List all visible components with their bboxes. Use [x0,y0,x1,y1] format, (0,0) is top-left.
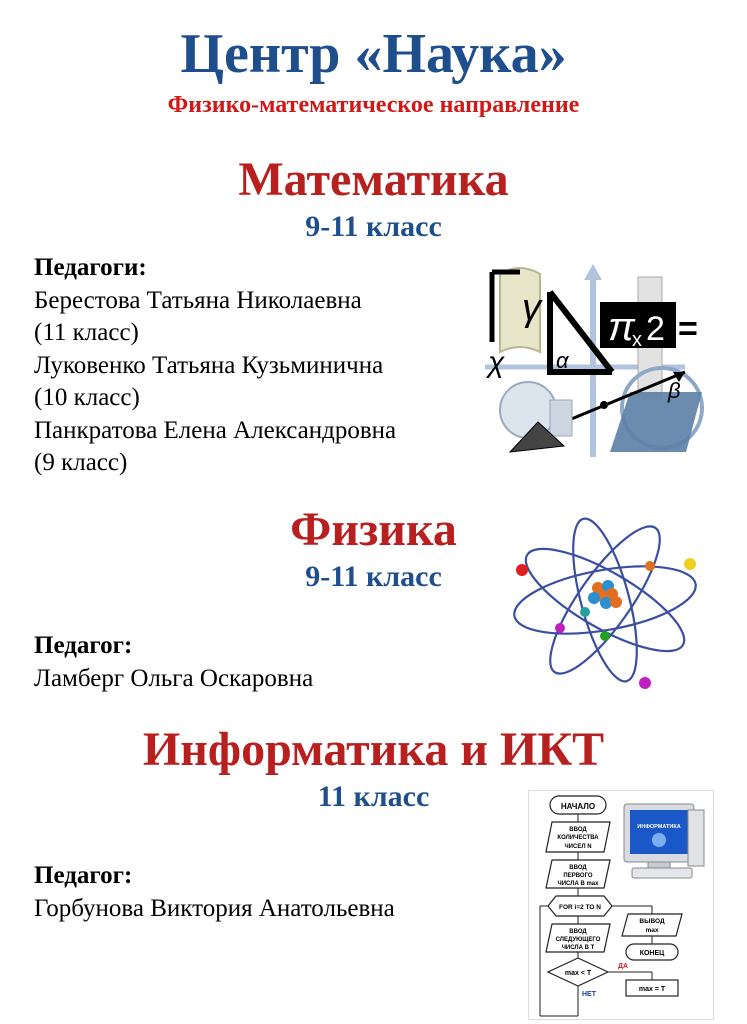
teacher-line: (9 класс) [34,449,128,476]
flow-input-count-2: КОЛИЧЕСТВА [557,835,599,841]
flow-input-count-1: ВВОД [569,827,587,833]
flow-input-first-3: ЧИСЛА В max [557,881,599,887]
teacher-informatics [34,860,395,925]
flow-assign: max = T [638,986,666,993]
teacher-line: Панкратова Елена Александровна [34,416,397,444]
section-title-physics: Физика [290,503,457,556]
chi-symbol: χ [488,346,505,379]
grade-physics: 9-11 класс [305,560,442,593]
teacher-line: Берестова Татьяна Николаевна [34,286,362,314]
section-title-informatics: Информатика и ИКТ [142,723,605,776]
flow-input-next-3: ЧИСЛА В T [561,945,595,951]
alpha-symbol: α [556,348,569,373]
teacher-line: Луковенко Татьяна Кузьминична [34,351,384,379]
page-title: Центр «Наука» [180,23,567,85]
page-subtitle: Физико-математическое направление [167,92,580,118]
screen-word: ИНФОРМАТИКА [637,824,681,830]
flow-yes: ДА [618,963,629,970]
pi-symbol: π [608,305,635,349]
beta-symbol: β [668,378,681,403]
flow-output-1: ВЫВОД [639,918,665,925]
gamma-symbol: γ [522,287,541,329]
flow-condition: max < T [564,970,592,977]
two-symbol: 2 [646,310,665,348]
teacher-line: (10 класс) [34,384,140,411]
section-title-math: Математика [238,153,509,206]
grade-math: 9-11 класс [305,210,442,243]
teacher-line: (11 класс) [34,319,139,346]
flow-loop: FOR i=2 TO N [559,904,601,911]
teacher-line: Ламберг Ольга Оскаровна [34,664,314,692]
teachers-label: Педагоги: [34,254,147,281]
flow-input-first-2: ПЕРВОГО [563,873,593,879]
teacher-line: Горбунова Виктория Анатольевна [34,894,395,922]
flow-input-next-2: СЛЕДУЮЩЕГО [555,937,601,943]
grade-informatics: 11 класс [317,780,430,813]
flow-no: НЕТ [582,991,596,998]
flow-input-next-1: ВВОД [569,929,587,935]
atom-icon [510,508,710,693]
teacher-label: Педагог: [34,862,133,889]
flow-input-count-3: ЧИСЕЛ N [564,844,592,850]
teachers-math [34,252,396,480]
x-subscript: x [632,329,642,351]
teacher-physics [34,630,313,695]
equals-symbol: = [678,310,698,348]
flow-input-first-1: ВВОД [569,865,587,871]
math-symbols-icon [480,262,710,462]
flow-start: НАЧАЛО [560,802,596,811]
flowchart-icon [528,790,714,1020]
flow-end: КОНЕЦ [639,950,665,957]
teacher-label: Педагог: [34,632,133,659]
flow-output-2: max [645,927,659,934]
